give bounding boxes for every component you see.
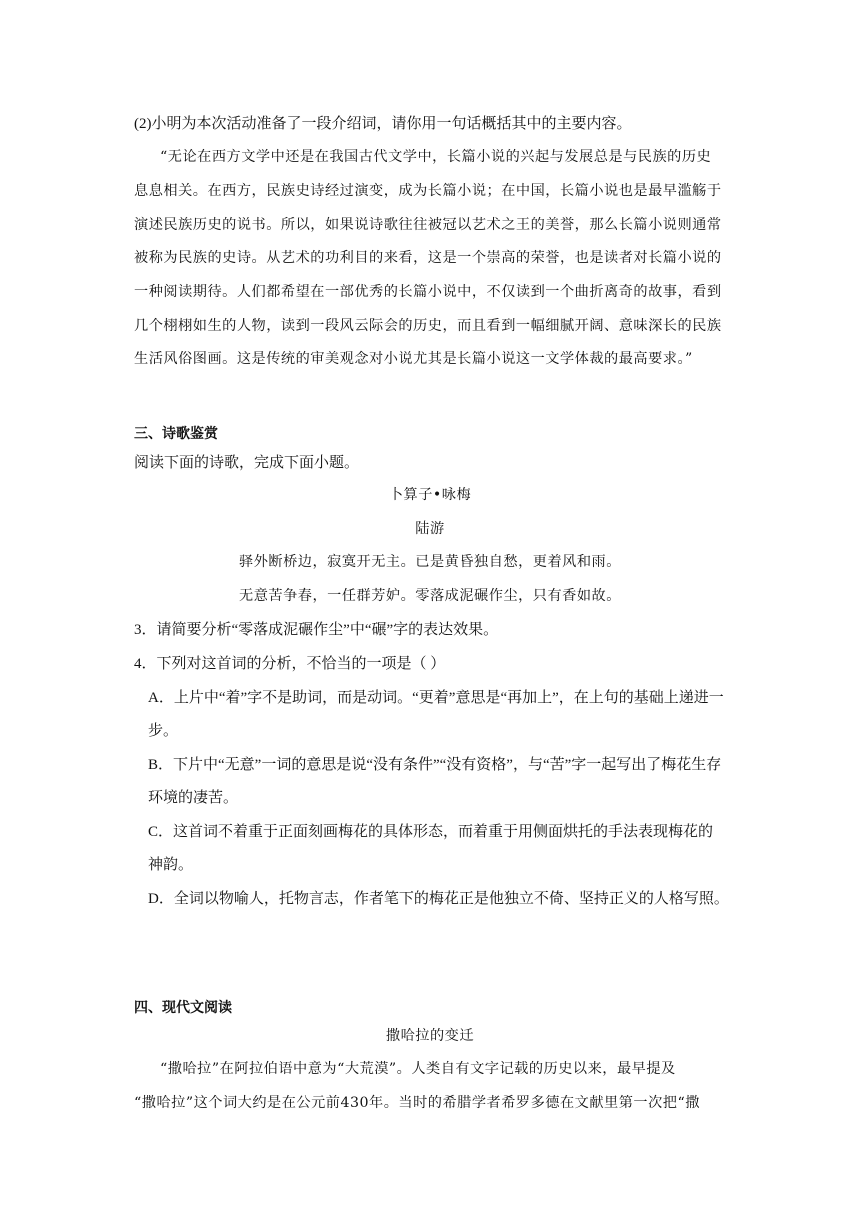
question-4: 4．下列对这首词的分析，不恰当的一项是（ ） bbox=[134, 656, 446, 672]
section-3-intro: 阅读下面的诗歌，完成下面小题。 bbox=[134, 455, 360, 471]
article-line-2: “撒哈拉”这个词大约是在公元前430年。当时的希腊学者希罗多德在文献里第一次把“撒 bbox=[134, 1095, 700, 1111]
q2-passage-line-3: 演述民族历史的说书。所以，如果说诗歌往往被冠以艺术之王的美誉，那么长篇小说则通常 bbox=[134, 217, 722, 233]
question-3: 3．请简要分析“零落成泥碾作尘”中“碾”字的表达效果。 bbox=[134, 622, 499, 638]
q2-passage-line-5: 一种阅读期待。人们都希望在一部优秀的长篇小说中，不仅读到一个曲折离奇的故事，看到 bbox=[134, 284, 722, 300]
option-a-line-1: A．上片中“着”字不是助词，而是动词。“更着”意思是“再加上”，在上句的基础上递进一 bbox=[148, 690, 724, 706]
q2-passage-line-2: 息息相关。在西方，民族史诗经过演变，成为长篇小说；在中国，长篇小说也是最早滥觞于 bbox=[134, 183, 722, 199]
q2-passage-line-1: “无论在西方文学中还是在我国古代文学中，长篇小说的兴起与发展总是与民族的历史 bbox=[160, 149, 712, 165]
section-4-heading: 四、现代文阅读 bbox=[134, 1000, 232, 1016]
poem-title: 卜算子•咏梅 bbox=[388, 487, 472, 503]
q2-passage-line-6: 几个栩栩如生的人物，读到一段风云际会的历史，而且看到一幅细腻开阔、意味深长的民族 bbox=[134, 318, 722, 334]
article-line-1: “撒哈拉”在阿拉伯语中意为“大荒漠”。人类自有文字记载的历史以来，最早提及 bbox=[160, 1061, 676, 1077]
poem-line-1: 驿外断桥边，寂寞开无主。已是黄昏独自愁，更着风和雨。 bbox=[239, 554, 621, 570]
section-3-heading: 三、诗歌鉴赏 bbox=[134, 426, 218, 442]
option-c-line-2: 神韵。 bbox=[148, 857, 194, 873]
option-a-line-2: 步。 bbox=[148, 723, 179, 739]
q2-passage-line-7: 生活风俗图画。这是传统的审美观念对小说尤其是长篇小说这一文学体裁的最高要求。” bbox=[134, 351, 693, 367]
option-b-line-1: B．下片中“无意”一词的意思是说“没有条件”“没有资格”，与“苦”字一起写出了梅花生存 bbox=[148, 757, 722, 773]
poem-line-2: 无意苦争春，一任群芳妒。零落成泥碾作尘，只有香如故。 bbox=[239, 588, 621, 604]
option-c-line-1: C．这首词不着重于正面刻画梅花的具体形态，而着重于用侧面烘托的手法表现梅花的 bbox=[148, 824, 714, 840]
article-title: 撒哈拉的变迁 bbox=[385, 1028, 475, 1044]
option-b-line-2: 环境的凄苦。 bbox=[148, 790, 239, 806]
q2-prompt: (2)小明为本次活动准备了一段介绍词，请你用一句话概括其中的主要内容。 bbox=[134, 116, 632, 132]
poem-author: 陆游 bbox=[415, 521, 445, 537]
option-d-line-1: D．全词以物喻人，托物言志，作者笔下的梅花正是他独立不倚、坚持正义的人格写照。 bbox=[148, 891, 729, 907]
q2-passage-line-4: 被称为民族的史诗。从艺术的功利目的来看，这是一个崇高的荣誉，也是读者对长篇小说的 bbox=[134, 250, 722, 266]
